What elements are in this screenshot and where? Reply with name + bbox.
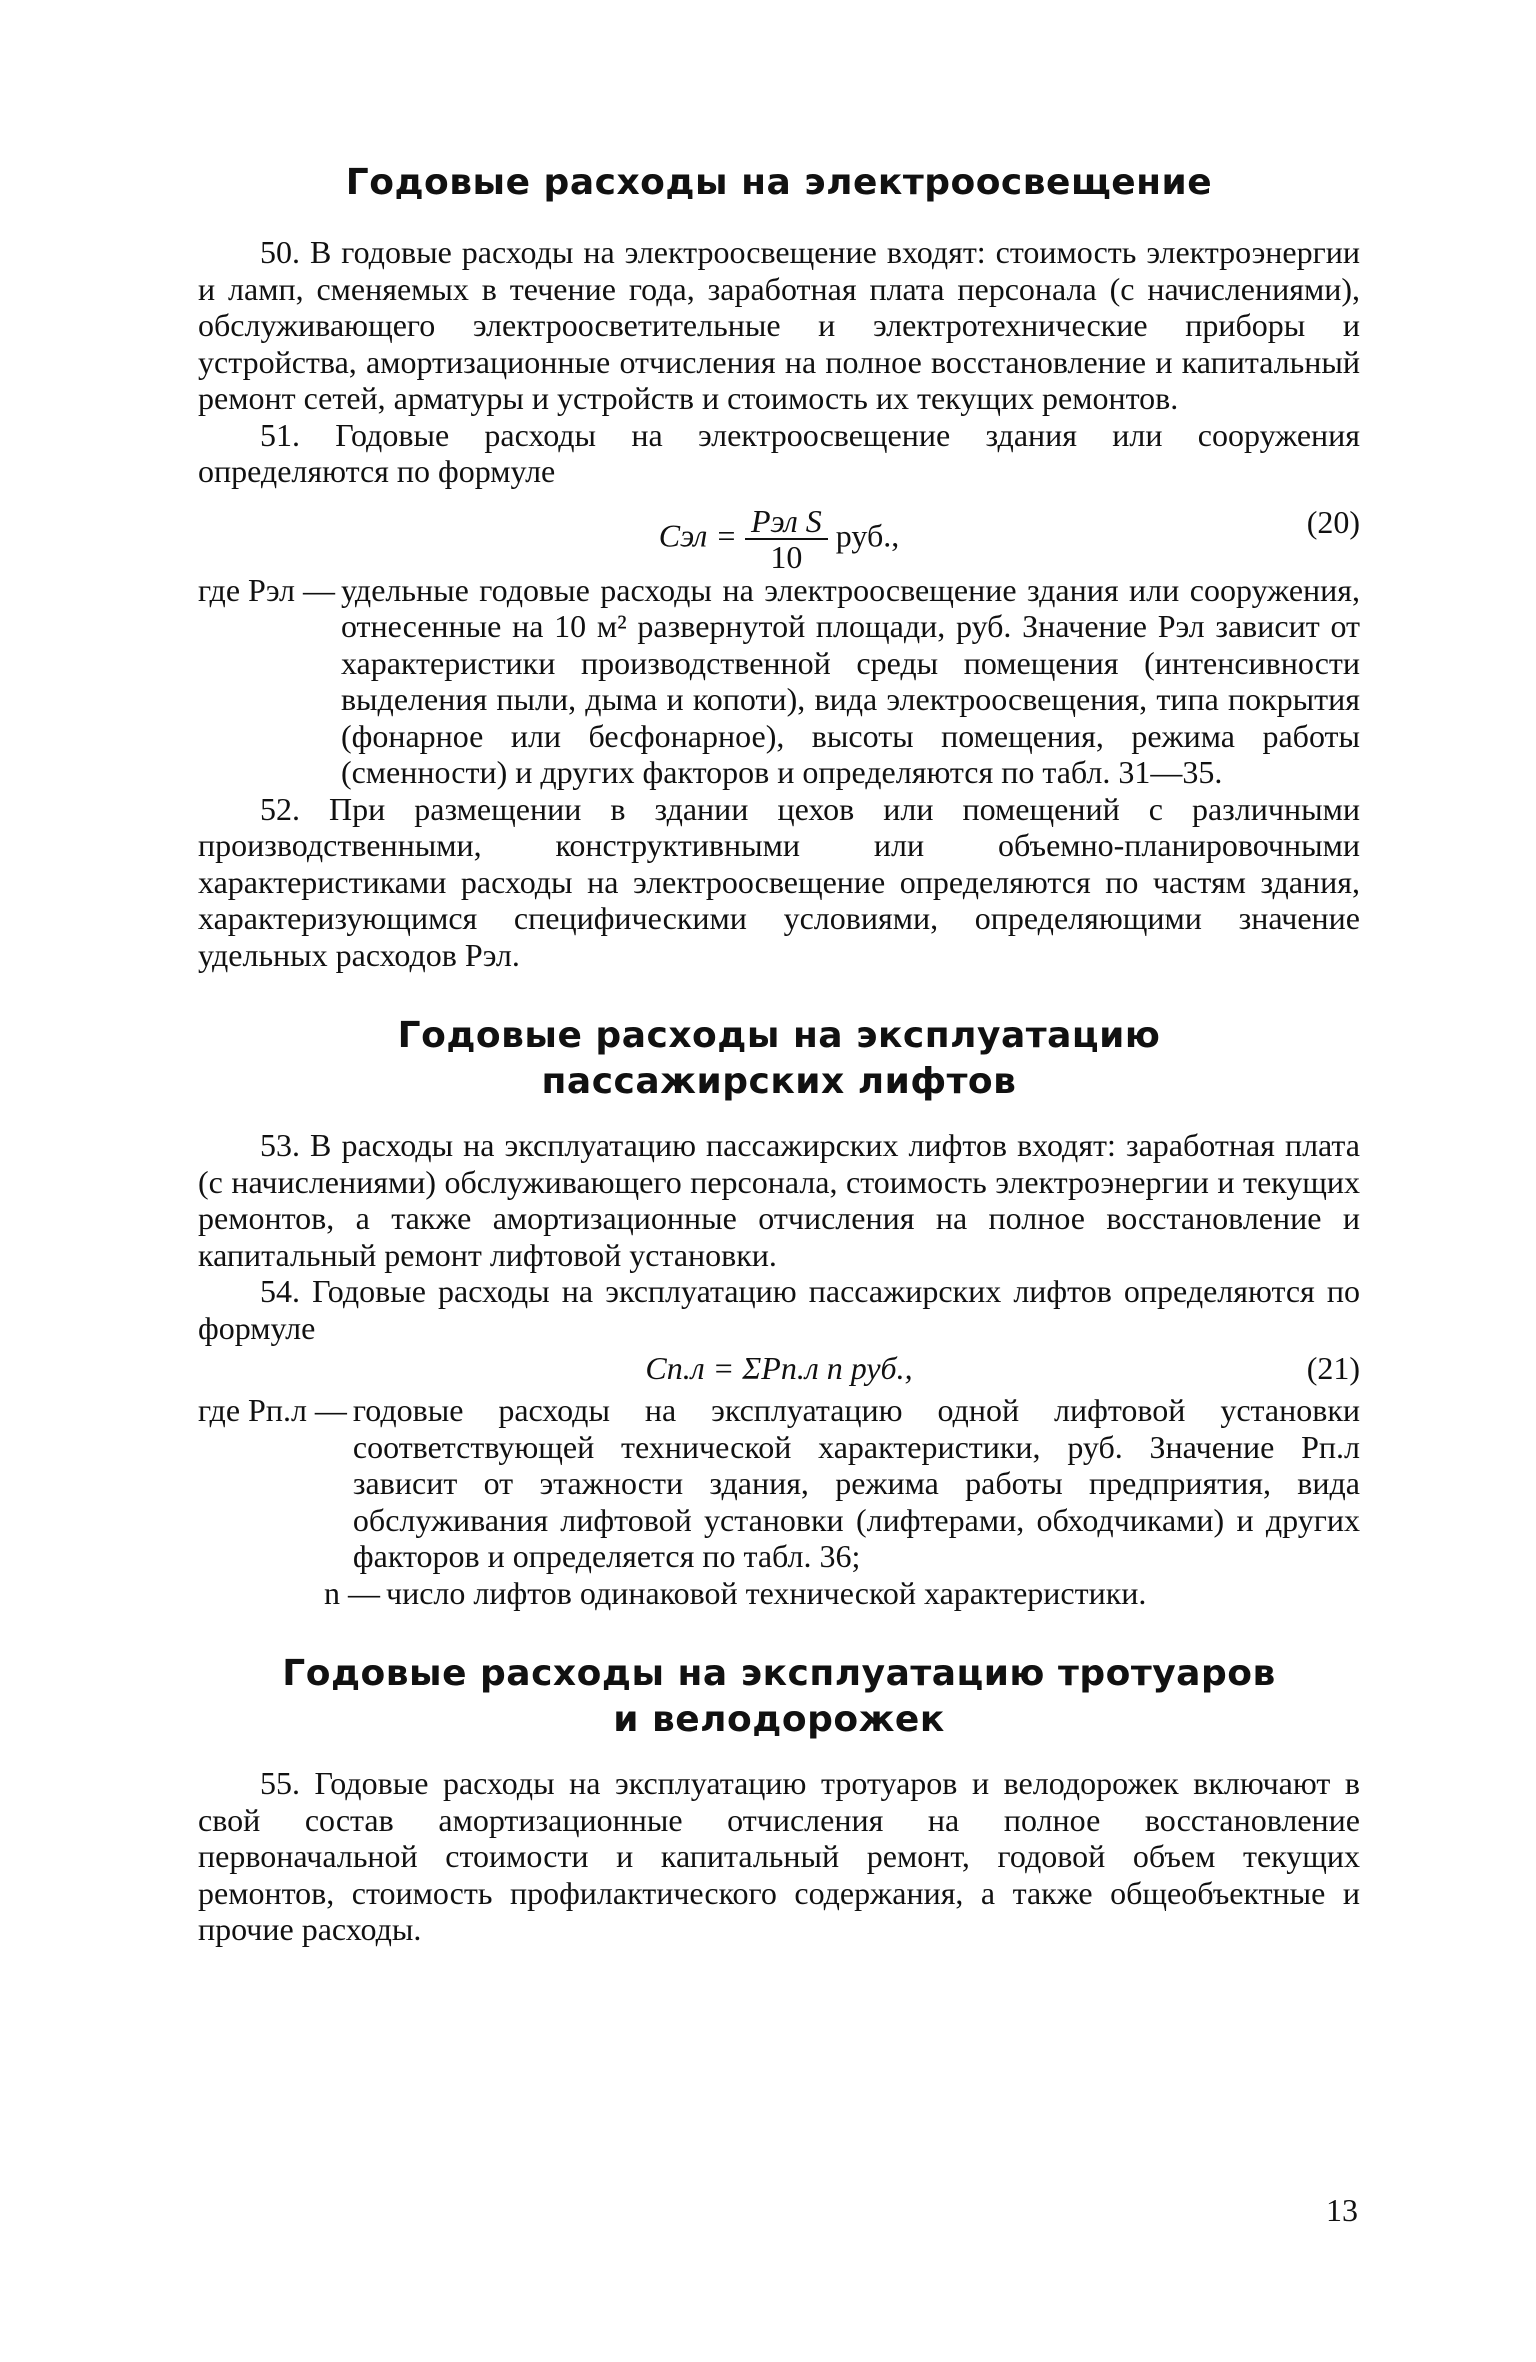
formula-20-unit: руб.,	[835, 516, 900, 553]
paragraph-53: 53. В расходы на эксплуатацию пассажирских лифтов входят: заработная плата (с начислениями) обслуживающего персонала, стоимость электроэнергии и текущих ремонтов, а также амортизационные отчисления на полное восстановление и капитальный ремонт лифтовой установки.	[198, 1127, 1360, 1273]
paragraph-54: 54. Годовые расходы на эксплуатацию пассажирских лифтов определяются по формуле	[198, 1273, 1360, 1346]
definition-label: где Pп.л —	[198, 1392, 347, 1428]
definition-text: годовые расходы на эксплуатацию одной лифтовой установки соответствующей технической характеристики, руб. Значение Pп.л зависит от этажности здания, режима работы предприятия, вида обслуживания лифтовой установки (лифтерами, обходчиками) и других факторов и определяется по табл. 36;	[352, 1392, 1360, 1574]
paragraph-52: 52. При размещении в здании цехов или помещений с различными производственными, конструктивными или объемно-планировочными характеристиками расходы на электроосвещение определяются по частям здания, характеризующимся специфическими условиями, определяющими значение удельных расходов Pэл.	[198, 790, 1360, 973]
definition-label: n —	[324, 1574, 380, 1611]
definition-p-pl	[198, 1392, 1360, 1575]
formula-20-expression	[198, 504, 1360, 574]
definition-text: число лифтов одинаковой технической характеристики.	[386, 1574, 1147, 1611]
paragraph-51: 51. Годовые расходы на электроосвещение здания или сооружения определяются по формуле	[198, 416, 1360, 489]
heading-line: пассажирских лифтов	[541, 1061, 1017, 1102]
formula-20-numerator: Pэл S	[745, 504, 828, 540]
definition-label: где Pэл —	[198, 571, 335, 608]
formula-21	[198, 1346, 1360, 1392]
formula-20-fraction	[745, 504, 828, 574]
definition-n	[198, 1575, 1360, 1612]
heading-line: Годовые расходы на эксплуатацию тротуаров	[282, 1653, 1276, 1694]
heading-line: Годовые расходы на эксплуатацию	[397, 1015, 1161, 1056]
heading-elevators	[198, 1013, 1360, 1105]
heading-lighting	[198, 160, 1360, 206]
page-body	[198, 160, 1360, 1948]
formula-20-lhs: Cэл =	[658, 516, 737, 553]
heading-sidewalks	[198, 1651, 1360, 1743]
page-number: 13	[1326, 2192, 1358, 2228]
paragraph-50: 50. В годовые расходы на электроосвещение входят: стоимость электроэнергии и ламп, сменяемых в течение года, заработная плата персонала (с начислениями), обслуживающего электроосветительные и электротехнические приборы и устройства, амортизационные отчисления на полное восстановление и капитальный ремонт сетей, арматуры и устройств и стоимость их текущих ремонтов.	[198, 234, 1360, 416]
formula-20-number: (20)	[1306, 503, 1360, 540]
paragraph-55: 55. Годовые расходы на эксплуатацию тротуаров и велодорожек включают в свой состав амортизационные отчисления на полное восстановление первоначальной стоимости и капитальный ремонт, годовой объем текущих ремонтов, стоимость профилактического содержания, а также общеобъектные и прочие расходы.	[198, 1765, 1360, 1947]
heading-line: Годовые расходы на электроосвещение	[345, 162, 1213, 203]
formula-21-expression: Cп.л = ΣPп.л n руб.,	[645, 1350, 913, 1386]
formula-20	[198, 490, 1360, 575]
formula-21-number: (21)	[1306, 1350, 1360, 1386]
definition-p-el	[198, 572, 1360, 791]
definition-text: удельные годовые расходы на электроосвещение здания или сооружения, отнесенные на 10 м² развернутой площади, руб. Значение Pэл зависит от характеристики производственной среды помещения (интенсивности выделения пыли, дыма и копоти), вида электроосвещения, типа покрытия (фонарное или бесфонарное), высоты помещения, режима работы (сменности) и других факторов и определяются по табл. 31—35.	[340, 571, 1360, 790]
heading-line: и велодорожек	[613, 1699, 945, 1740]
formula-20-denominator: 10	[770, 538, 803, 575]
